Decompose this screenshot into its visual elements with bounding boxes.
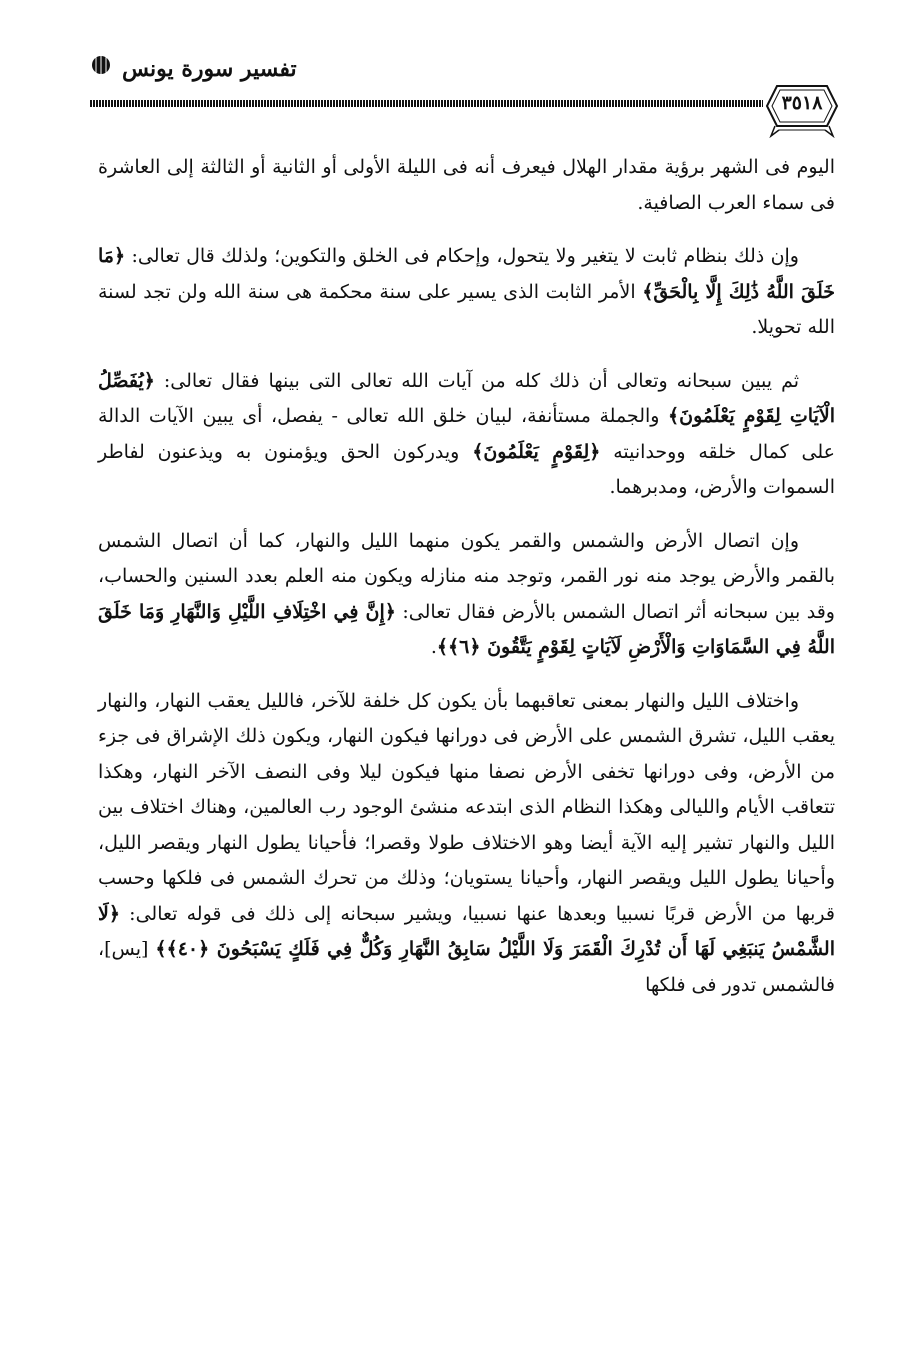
paragraph-text: .	[430, 636, 437, 658]
paragraph	[98, 364, 835, 506]
quran-verse: ﴿لِقَوْمٍ يَعْلَمُونَ﴾	[472, 440, 601, 463]
paragraph	[98, 524, 835, 666]
quran-verse: ﴿يُفَصِّلُ الْآيَاتِ لِقَوْمٍ يَعْلَمُونَ﴾	[98, 369, 835, 427]
paragraph-text: وإن اتصال الأرض والشمس والقمر يكون منهما الليل والنهار، كما أن اتصال الشمس بالقمر والأرض يوجد منه نور القمر، وتوجد منه منازله ويكون منه العلم بعدد السنين والحساب، وقد بين سبحانه أثر اتصال الشمس بالأرض فقال تعالى:	[98, 529, 835, 623]
header-rule	[90, 100, 763, 107]
paragraph-text: [يس]، فالشمس تدور فى فلكها	[98, 938, 835, 996]
body-text	[98, 150, 835, 1021]
paragraph-text: وإن ذلك بنظام ثابت لا يتغير ولا يتحول، وإحكام فى الخلق والتكوين؛ ولذلك قال تعالى:	[125, 245, 799, 267]
paragraph-text: واختلاف الليل والنهار بمعنى تعاقبهما بأن يكون كل خلفة للآخر، فالليل يعقب النهار، والنهار يعقب الليل، تشرق الشمس على الأرض فى دورانها فيكون النهار، ويكون ذلك الإشراق فى جزء من الأرض، وفى دورانها تخفى الأرض نصفا منها فيكون ليلا وفى النصف الآخر النهار، وهكذا تتعاقب الأيام والليالى وهكذا النظام الذى ابتدعه منشئ الوجود رب العالمين، وهناك اختلاف بين الليل والنهار تشير إليه الآية أيضا وهو الاختلاف طولا وقصرا؛ فأحيانا يطول النهار ويقصر الليل، وأحيانا يطول الليل ويقصر النهار، وأحيانا يستويان؛ وذلك من تحرك الشمس فى فلكها وحسب قربها من الأرض قربًا نسبيا وبعدها عنها نسبيا، ويشير سبحانه إلى ذلك فى قوله تعالى:	[98, 689, 835, 925]
paragraph-text: ثم يبين سبحانه وتعالى أن ذلك كله من آيات الله تعالى التى بينها فقال تعالى:	[154, 369, 799, 392]
paragraph-text: الأمر الثابت الذى يسير على سنة محكمة هى سنة الله ولن تجد لسنة الله تحويلا.	[98, 280, 835, 338]
page-header	[80, 38, 840, 138]
paragraph	[98, 150, 835, 221]
quran-verse: ﴿مَا خَلَقَ اللَّهُ ذَٰلِكَ إِلَّا بِالْحَقِّ﴾	[98, 245, 835, 303]
paragraph	[98, 239, 835, 346]
quran-verse: ﴿لَا الشَّمْسُ يَنبَغِي لَهَا أَن تُدْرِكَ الْقَمَرَ وَلَا اللَّيْلُ سَابِقُ النَّهَارِ وَكُلٌّ فِي فَلَكٍ يَسْبَحُونَ ﴿٤٠﴾﴾	[98, 902, 836, 960]
paragraph-text: والجملة مستأنفة، لبيان خلق الله تعالى - يفصل، أى يبين الآيات الدالة على كمال خلقه ووحدانيته	[98, 405, 835, 463]
quran-verse: ﴿إِنَّ فِي اخْتِلَافِ اللَّيْلِ وَالنَّهَارِ وَمَا خَلَقَ اللَّهُ فِي السَّمَاوَاتِ وَالْأَرْضِ لَآيَاتٍ لِقَوْمٍ يَتَّقُونَ ﴿٦﴾﴾	[98, 600, 835, 658]
page-number: ٣٥١٨	[781, 92, 823, 114]
paragraph-text: ويدركون الحق ويؤمنون به ويذعنون لفاطر السموات والأرض، ومدبرهما.	[98, 440, 835, 498]
running-title: تفسير سورة يونس	[122, 56, 297, 82]
paragraph-text: اليوم فى الشهر برؤية مقدار الهلال فيعرف أنه فى الليلة الأولى أو الثانية أو الثالثة إلى العاشرة فى سماء العرب الصافية.	[98, 156, 835, 214]
paragraph	[98, 684, 835, 1004]
flower-ornament-icon	[90, 52, 112, 78]
